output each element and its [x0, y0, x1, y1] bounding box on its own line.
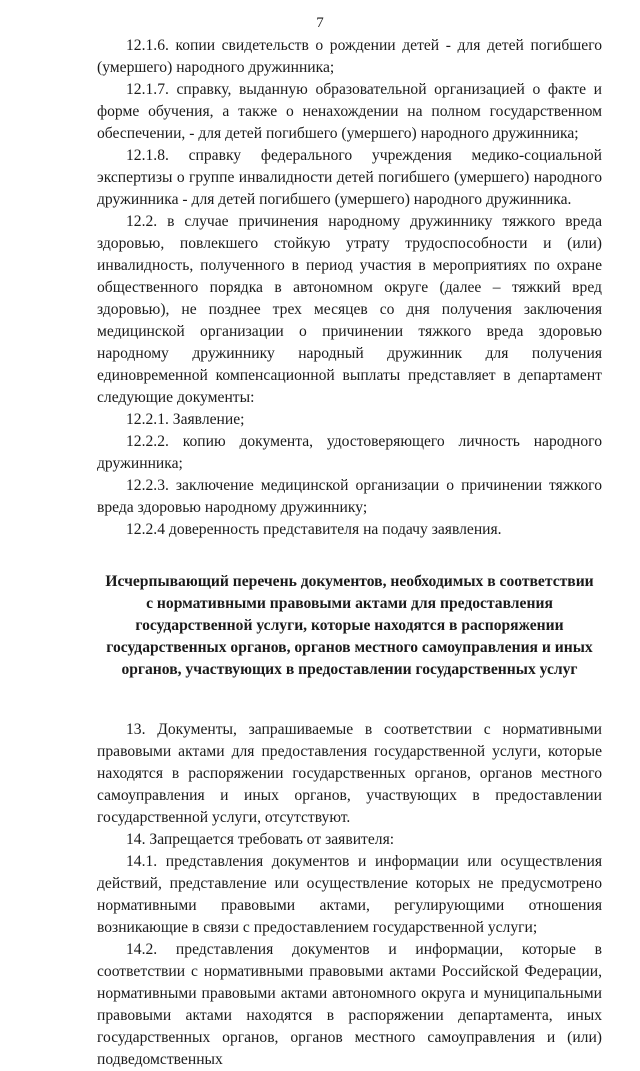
paragraph-12-2-3: 12.2.3. заключение медицинской организации о причинении тяжкого вреда здоровью народному дружиннику; [97, 477, 602, 516]
paragraph-12-1-7: 12.1.7. справку, выданную образовательной организацией о факте и форме обучения, а также о ненахождении на полном государственном обеспечении, - для детей погибшего (умершего) народного дружинника; [97, 81, 602, 142]
paragraph-14-1: 14.1. представления документов и информации или осуществления действий, представление или осуществление которых не предусмотрено нормативными правовыми актами, регулирующими отношения возникающие в связи с предоставлением государственной услуги; [97, 853, 602, 936]
paragraph-12-1-6: 12.1.6. копии свидетельств о рождении детей - для детей погибшего (умершего) народного дружинника; [97, 37, 602, 76]
paragraph-12-2: 12.2. в случае причинения народному дружиннику тяжкого вреда здоровью, повлекшего стойкую утрату трудоспособности и (или) инвалидность, полученного в период участия в мероприятиях по охране общественного порядка в автономном округе (далее – тяжкий вред здоровью), не позднее трех месяцев со дня получения заключения медицинской организации о причинении тяжкого вреда здоровью народному дружиннику народный дружинник для получения единовременной компенсационной выплаты представляет в департамент следующие документы: [97, 213, 602, 406]
paragraph-14: 14. Запрещается требовать от заявителя: [126, 831, 395, 848]
paragraph-13: 13. Документы, запрашиваемые в соответствии с нормативными правовыми актами для предоставления государственной услуги, которые находятся в распоряжении государственных органов, органов местного самоуправления и иных органов, участвующих в предоставлении государственной услуги, отсутствуют. [97, 721, 602, 826]
paragraph-14-2: 14.2. представления документов и информации, которые в соответствии с нормативными правовыми актами Российской Федерации, нормативными правовыми актами автономного округа и муниципальными правовыми актами находятся в распоряжении департамента, иных государственных органов, органов местного самоуправления и (или) подведомственных [97, 941, 602, 1068]
paragraph-12-2-4: 12.2.4 доверенность представителя на подачу заявления. [126, 521, 502, 538]
paragraph-12-2-2: 12.2.2. копию документа, удостоверяющего личность народного дружинника; [97, 433, 602, 472]
section-heading: Исчерпывающий перечень документов, необходимых в соответствии с нормативными правовыми актами для предоставления государственной услуги, которые находятся в распоряжении государственных органов, органов местного самоуправления и иных органов, участвующих в предоставлении государственных услуг [105, 573, 594, 678]
paragraph-12-1-8: 12.1.8. справку федерального учреждения медико-социальной экспертизы о группе инвалидности детей погибшего (умершего) народного дружинника - для детей погибшего (умершего) народного дружинника. [97, 147, 602, 208]
paragraph-12-2-1: 12.2.1. Заявление; [126, 411, 245, 428]
page-number: 7 [316, 15, 324, 31]
document-body [97, 35, 602, 1071]
section-spacer [97, 681, 602, 719]
